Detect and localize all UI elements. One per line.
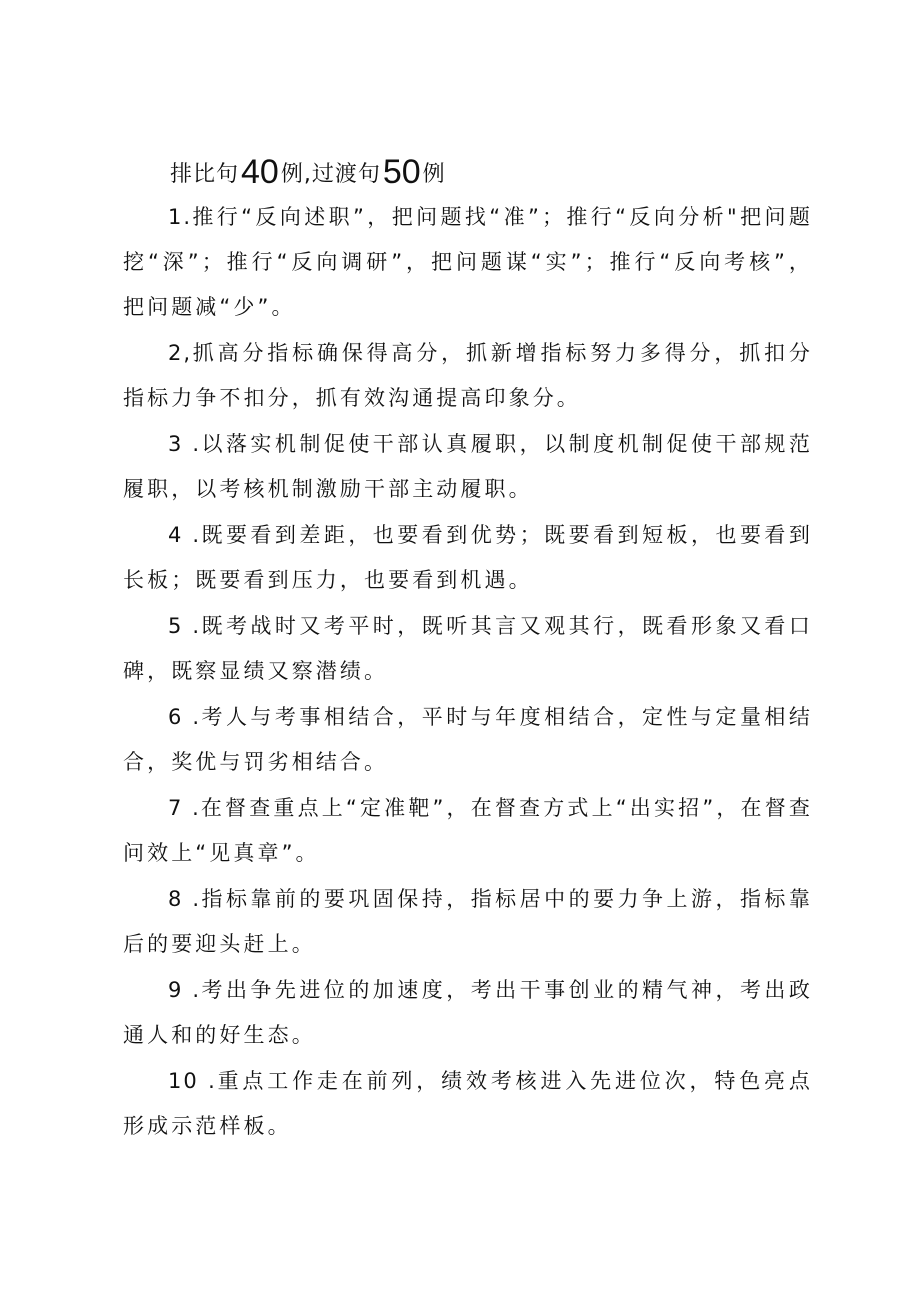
list-item xyxy=(123,604,813,694)
title-number-1: 40 xyxy=(241,153,279,191)
list-item xyxy=(123,422,813,512)
title-part-3: 例 xyxy=(422,162,446,187)
item-number: 8 . xyxy=(168,887,202,911)
item-number: 1. xyxy=(168,205,193,229)
title-number-2: 50 xyxy=(382,153,421,191)
page-title xyxy=(170,146,446,190)
item-text: 以落实机制促使干部认真履职，以制度机制促使干部规范履职，以考核机制激励干部主动履职。 xyxy=(123,432,813,501)
title-part-1: 排比句 xyxy=(170,162,240,187)
list-item xyxy=(123,877,813,967)
item-text: 考人与考事相结合，平时与年度相结合，定性与定量相结合，奖优与罚劣相结合。 xyxy=(123,705,813,774)
item-number: 9 . xyxy=(168,978,202,1002)
item-text: 考出争先进位的加速度，考出干事创业的精气神，考出政通人和的好生态。 xyxy=(123,978,813,1047)
item-text: 指标靠前的要巩固保持，指标居中的要力争上游，指标靠后的要迎头赶上。 xyxy=(123,887,813,956)
list-item xyxy=(123,968,813,1058)
item-text: 既要看到差距，也要看到优势；既要看到短板，也要看到长板；既要看到压力，也要看到机遇。 xyxy=(123,523,813,592)
list-item xyxy=(123,331,813,421)
item-number: 7 . xyxy=(168,796,201,820)
list-item xyxy=(123,513,813,603)
item-number: 6 . xyxy=(168,705,202,729)
item-number: 2, xyxy=(168,341,193,365)
item-number: 4 . xyxy=(168,523,202,547)
list-item xyxy=(123,695,813,785)
sentence-list xyxy=(123,195,813,1150)
item-text: 推行“反向述职”，把问题找“准”；推行“反向分析"把问题挖“深”；推行“反向调研”，把问题谋“实”；推行“反向考核”，把问题减“少”。 xyxy=(123,205,813,319)
item-text: 在督查重点上“定准靶”，在督查方式上“出实招”，在督查问效上“见真章”。 xyxy=(123,796,814,865)
list-item xyxy=(123,786,813,876)
item-number: 5 . xyxy=(168,614,202,638)
item-text: 抓高分指标确保得高分，抓新增指标努力多得分，抓扣分指标力争不扣分，抓有效沟通提高印象分。 xyxy=(123,341,813,410)
list-item xyxy=(123,1059,813,1149)
item-text: 重点工作走在前列，绩效考核进入先进位次，特色亮点形成示范样板。 xyxy=(123,1069,814,1138)
item-number: 10 . xyxy=(168,1069,217,1093)
list-item xyxy=(123,195,813,330)
item-number: 3 . xyxy=(168,432,202,456)
title-part-2: 例,过渡句 xyxy=(280,162,381,187)
item-text: 既考战时又考平时，既听其言又观其行，既看形象又看口碑，既察显绩又察潜绩。 xyxy=(123,614,813,683)
